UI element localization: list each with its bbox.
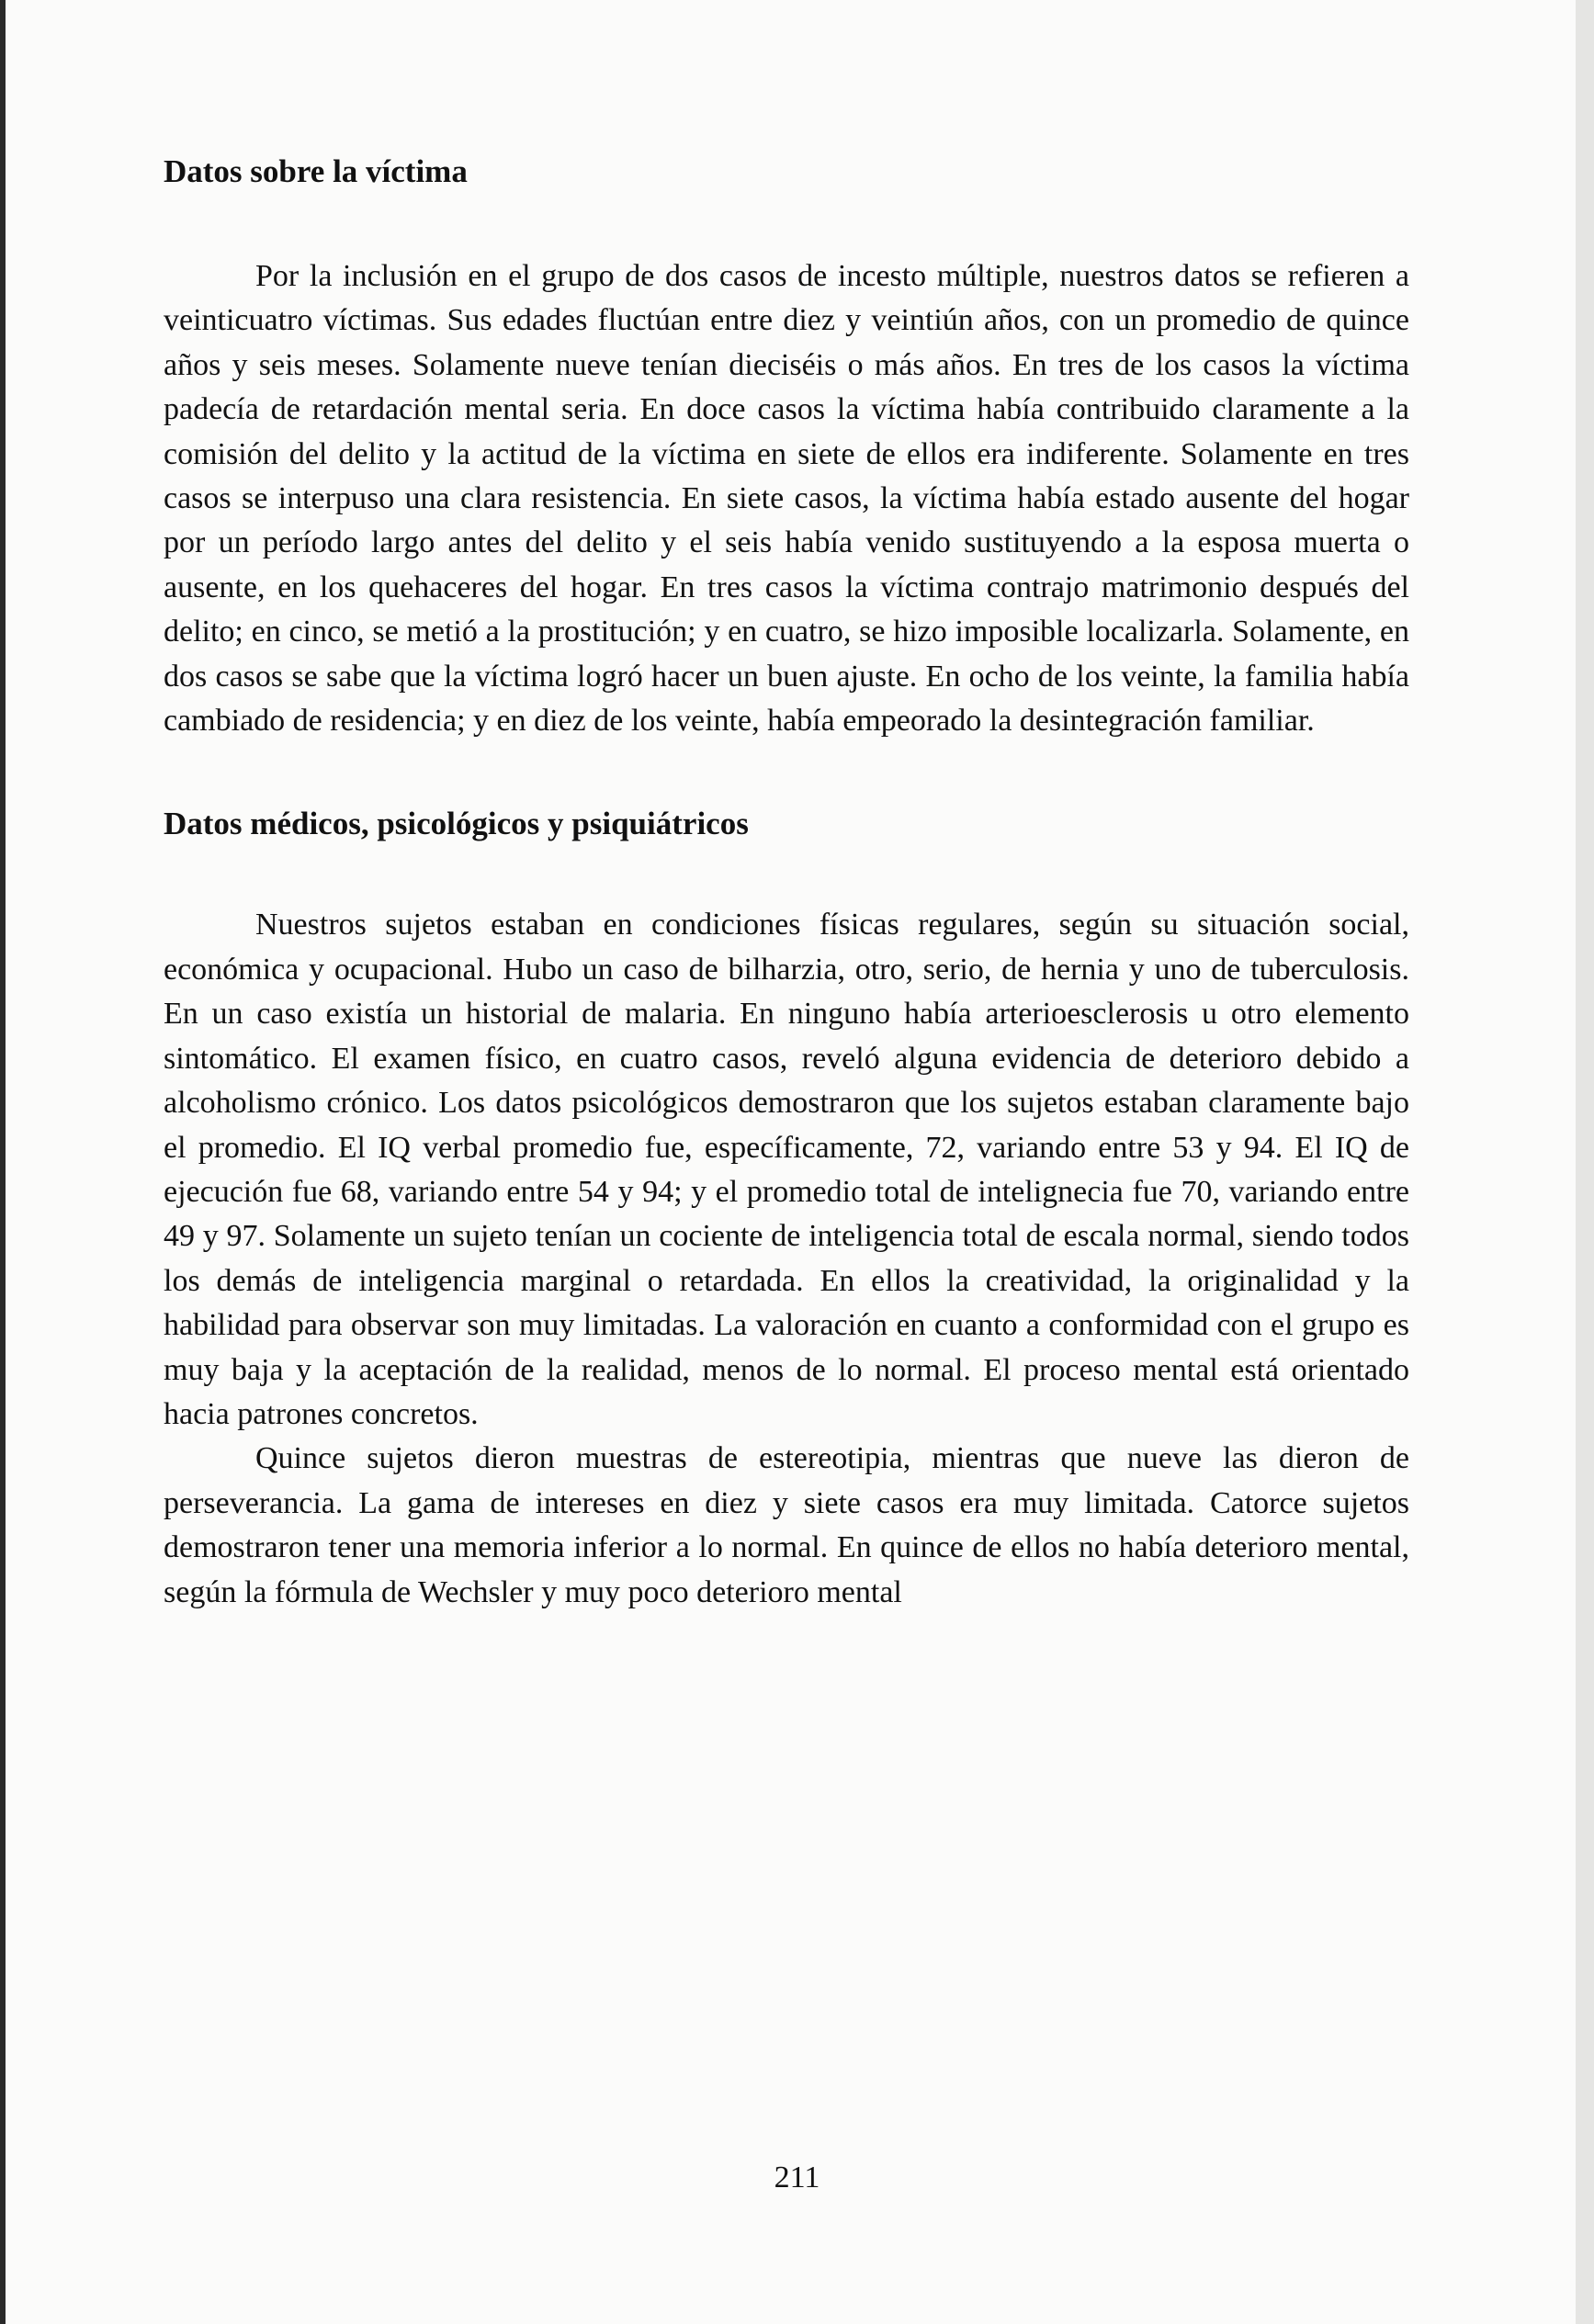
paragraph-victim-data: Por la inclusión en el grupo de dos casos de incesto múltiple, nuestros datos se refieren a veinticuatro víctimas. Sus edades fluctúan entre diez y veintiún años, con un promedio de quince años y seis meses. Solamente nueve tenían dieciséis o más años. En tres de los casos la víctima padecía de retardación mental seria. En doce casos la víctima había contribuido claramente a la comisión del delito y la actitud de la víctima en siete de ellos era indiferente. Solamente en tres casos se interpuso una clara resistencia. En siete casos, la víctima había estado ausente del hogar por un período largo antes del delito y el seis había venido sustituyendo a la esposa muerta o ausente, en los quehaceres del hogar. En tres casos la víctima contrajo matrimonio después del delito; en cinco, se metió a la prostitución; y en cuatro, se hizo imposible localizarla. Solamente, en dos casos se sabe que la víctima logró hacer un buen ajuste. En ocho de los veinte, la familia había cambiado de residencia; y en diez de los veinte, había empeorado la desintegración familiar. xyxy=(164,259,1409,739)
paragraph-medical-data-1: Nuestros sujetos estaban en condiciones físicas regulares, según su situación social, económica y ocupacional. Hubo un caso de bilharzia, otro, serio, de hernia y uno de tuberculosis. En un caso existía un historial de malaria. En ninguno había arterioesclerosis u otro elemento sintomático. El examen físico, en cuatro casos, reveló alguna evidencia de deterioro debido a alcoholismo crónico. Los datos psicológicos demostraron que los sujetos estaban claramente bajo el promedio. El IQ verbal promedio fue, específicamente, 72, variando entre 53 y 94. El IQ de ejecución fue 68, variando entre 54 y 94; y el promedio total de intelignecia fue 70, variando entre 49 y 97. Solamente un sujeto tenían un cociente de inteligencia total de escala normal, siendo todos los demás de inteligencia marginal o retardada. En ellos la creatividad, la originalidad y la habilidad para observar son muy limitadas. La valoración en cuanto a conformidad con el grupo es muy baja y la aceptación de la realidad, menos de lo normal. El proceso mental está orientado hacia patrones concretos. xyxy=(164,908,1409,1431)
page-left-edge xyxy=(0,0,6,2324)
page-number: 211 xyxy=(774,2160,820,2194)
text-body xyxy=(164,152,1409,1615)
section-heading-victim-data: Datos sobre la víctima xyxy=(164,153,468,189)
paragraph-medical-data-2: Quince sujetos dieron muestras de estereotipia, mientras que nueve las dieron de perseverancia. La gama de intereses en diez y siete casos era muy limitada. Catorce sujetos demostraron tener una memoria inferior a lo normal. En quince de ellos no había deterioro mental, según la fórmula de Wechsler y muy poco deterioro mental xyxy=(164,1441,1409,1609)
page-right-edge xyxy=(1576,0,1594,2324)
section-heading-medical-data: Datos médicos, psicológicos y psiquiátricos xyxy=(164,806,749,842)
